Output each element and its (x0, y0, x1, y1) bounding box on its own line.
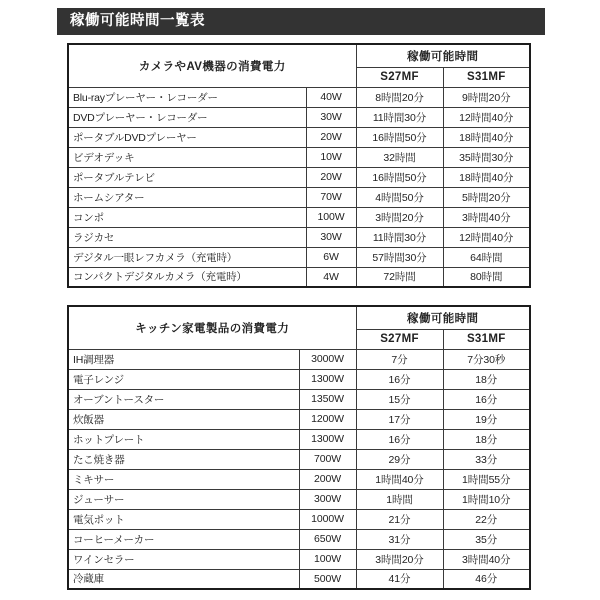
table-kitchen-availability-header: 稼働可能時間 (356, 306, 530, 329)
device-watt: 20W (306, 167, 356, 187)
device-name: DVDプレーヤー・レコーダー (68, 107, 306, 127)
device-watt: 300W (299, 489, 356, 509)
device-name: たこ焼き器 (68, 449, 299, 469)
device-name: 電気ポット (68, 509, 299, 529)
device-name: ジューサー (68, 489, 299, 509)
runtime-s31mf: 18時間40分 (443, 127, 530, 147)
table-kitchen-model-s31mf: S31MF (443, 329, 530, 349)
runtime-s27mf: 7分 (356, 349, 443, 369)
runtime-s27mf: 16分 (356, 369, 443, 389)
device-watt: 40W (306, 87, 356, 107)
table-av-equipment (67, 43, 531, 288)
table-kitchen-header (68, 306, 530, 349)
runtime-s31mf: 12時間40分 (443, 107, 530, 127)
runtime-s27mf: 41分 (356, 569, 443, 589)
device-name: コーヒーメーカー (68, 529, 299, 549)
device-name: コンパクトデジタルカメラ（充電時） (68, 267, 306, 287)
runtime-s31mf: 35時間30分 (443, 147, 530, 167)
page-title: 稼働可能時間一覧表 (70, 13, 205, 30)
table-row (68, 389, 530, 409)
page-title-bar (57, 8, 545, 35)
table-row (68, 107, 530, 127)
device-watt: 1000W (299, 509, 356, 529)
runtime-s27mf: 1時間 (356, 489, 443, 509)
table-row (68, 509, 530, 529)
runtime-s27mf: 3時間20分 (356, 549, 443, 569)
runtime-s31mf: 18分 (443, 429, 530, 449)
table-av-model-s27mf: S27MF (356, 67, 443, 87)
runtime-s31mf: 7分30秒 (443, 349, 530, 369)
device-watt: 1300W (299, 429, 356, 449)
table-kitchen-body (68, 349, 530, 589)
runtime-s31mf: 33分 (443, 449, 530, 469)
table-row (68, 549, 530, 569)
table-kitchen-model-s27mf: S27MF (356, 329, 443, 349)
table-row (68, 469, 530, 489)
runtime-s27mf: 3時間20分 (356, 207, 443, 227)
device-watt: 4W (306, 267, 356, 287)
runtime-s31mf: 1時間10分 (443, 489, 530, 509)
table-av-category-header: カメラやAV機器の消費電力 (68, 44, 356, 87)
runtime-s31mf: 9時間20分 (443, 87, 530, 107)
device-name: Blu-rayプレーヤー・レコーダー (68, 87, 306, 107)
table-row (68, 207, 530, 227)
runtime-s31mf: 12時間40分 (443, 227, 530, 247)
device-watt: 700W (299, 449, 356, 469)
runtime-s31mf: 64時間 (443, 247, 530, 267)
table-row (68, 147, 530, 167)
runtime-s27mf: 31分 (356, 529, 443, 549)
device-watt: 70W (306, 187, 356, 207)
device-watt: 30W (306, 107, 356, 127)
table-row (68, 247, 530, 267)
table-row (68, 349, 530, 369)
runtime-s27mf: 57時間30分 (356, 247, 443, 267)
device-name: コンポ (68, 207, 306, 227)
table-row (68, 429, 530, 449)
table-row (68, 449, 530, 469)
runtime-s31mf: 19分 (443, 409, 530, 429)
device-name: ワインセラー (68, 549, 299, 569)
runtime-s27mf: 32時間 (356, 147, 443, 167)
device-watt: 10W (306, 147, 356, 167)
device-name: ビデオデッキ (68, 147, 306, 167)
runtime-s27mf: 1時間40分 (356, 469, 443, 489)
runtime-s31mf: 18分 (443, 369, 530, 389)
table-av-availability-header: 稼働可能時間 (356, 44, 530, 67)
runtime-s27mf: 21分 (356, 509, 443, 529)
runtime-s27mf: 8時間20分 (356, 87, 443, 107)
device-watt: 200W (299, 469, 356, 489)
device-name: 炊飯器 (68, 409, 299, 429)
table-row (68, 489, 530, 509)
runtime-s27mf: 11時間30分 (356, 107, 443, 127)
device-watt: 30W (306, 227, 356, 247)
runtime-s27mf: 29分 (356, 449, 443, 469)
table-row (68, 187, 530, 207)
table-av-header (68, 44, 530, 87)
table-row (68, 529, 530, 549)
device-name: デジタル一眼レフカメラ（充電時） (68, 247, 306, 267)
device-watt: 100W (306, 207, 356, 227)
table-av-body (68, 87, 530, 287)
table-kitchen-category-header: キッチン家電製品の消費電力 (68, 306, 356, 349)
device-name: IH調理器 (68, 349, 299, 369)
table-row (68, 167, 530, 187)
device-watt: 650W (299, 529, 356, 549)
runtime-s31mf: 46分 (443, 569, 530, 589)
device-watt: 3000W (299, 349, 356, 369)
device-name: ポータブルDVDプレーヤー (68, 127, 306, 147)
device-name: 冷蔵庫 (68, 569, 299, 589)
table-row (68, 409, 530, 429)
table-row (68, 227, 530, 247)
table-row (68, 87, 530, 107)
table-av-model-s31mf: S31MF (443, 67, 530, 87)
device-watt: 100W (299, 549, 356, 569)
device-name: ポータブルテレビ (68, 167, 306, 187)
table-kitchen-appliances (67, 305, 531, 590)
device-name: ホットプレート (68, 429, 299, 449)
table-row (68, 569, 530, 589)
device-name: ミキサー (68, 469, 299, 489)
runtime-s31mf: 35分 (443, 529, 530, 549)
device-name: ラジカセ (68, 227, 306, 247)
device-name: ホームシアター (68, 187, 306, 207)
runtime-s27mf: 16時間50分 (356, 127, 443, 147)
runtime-s31mf: 5時間20分 (443, 187, 530, 207)
runtime-s31mf: 3時間40分 (443, 549, 530, 569)
runtime-s27mf: 15分 (356, 389, 443, 409)
runtime-s27mf: 16時間50分 (356, 167, 443, 187)
runtime-s31mf: 16分 (443, 389, 530, 409)
device-watt: 20W (306, 127, 356, 147)
runtime-s27mf: 11時間30分 (356, 227, 443, 247)
runtime-s31mf: 3時間40分 (443, 207, 530, 227)
device-watt: 1350W (299, 389, 356, 409)
runtime-s31mf: 1時間55分 (443, 469, 530, 489)
runtime-s31mf: 80時間 (443, 267, 530, 287)
table-row (68, 127, 530, 147)
table-row (68, 267, 530, 287)
device-watt: 1200W (299, 409, 356, 429)
device-name: オーブントースター (68, 389, 299, 409)
device-watt: 1300W (299, 369, 356, 389)
runtime-s27mf: 17分 (356, 409, 443, 429)
runtime-s31mf: 22分 (443, 509, 530, 529)
device-name: 電子レンジ (68, 369, 299, 389)
runtime-s27mf: 16分 (356, 429, 443, 449)
device-watt: 6W (306, 247, 356, 267)
device-watt: 500W (299, 569, 356, 589)
table-row (68, 369, 530, 389)
runtime-s31mf: 18時間40分 (443, 167, 530, 187)
runtime-s27mf: 72時間 (356, 267, 443, 287)
runtime-s27mf: 4時間50分 (356, 187, 443, 207)
